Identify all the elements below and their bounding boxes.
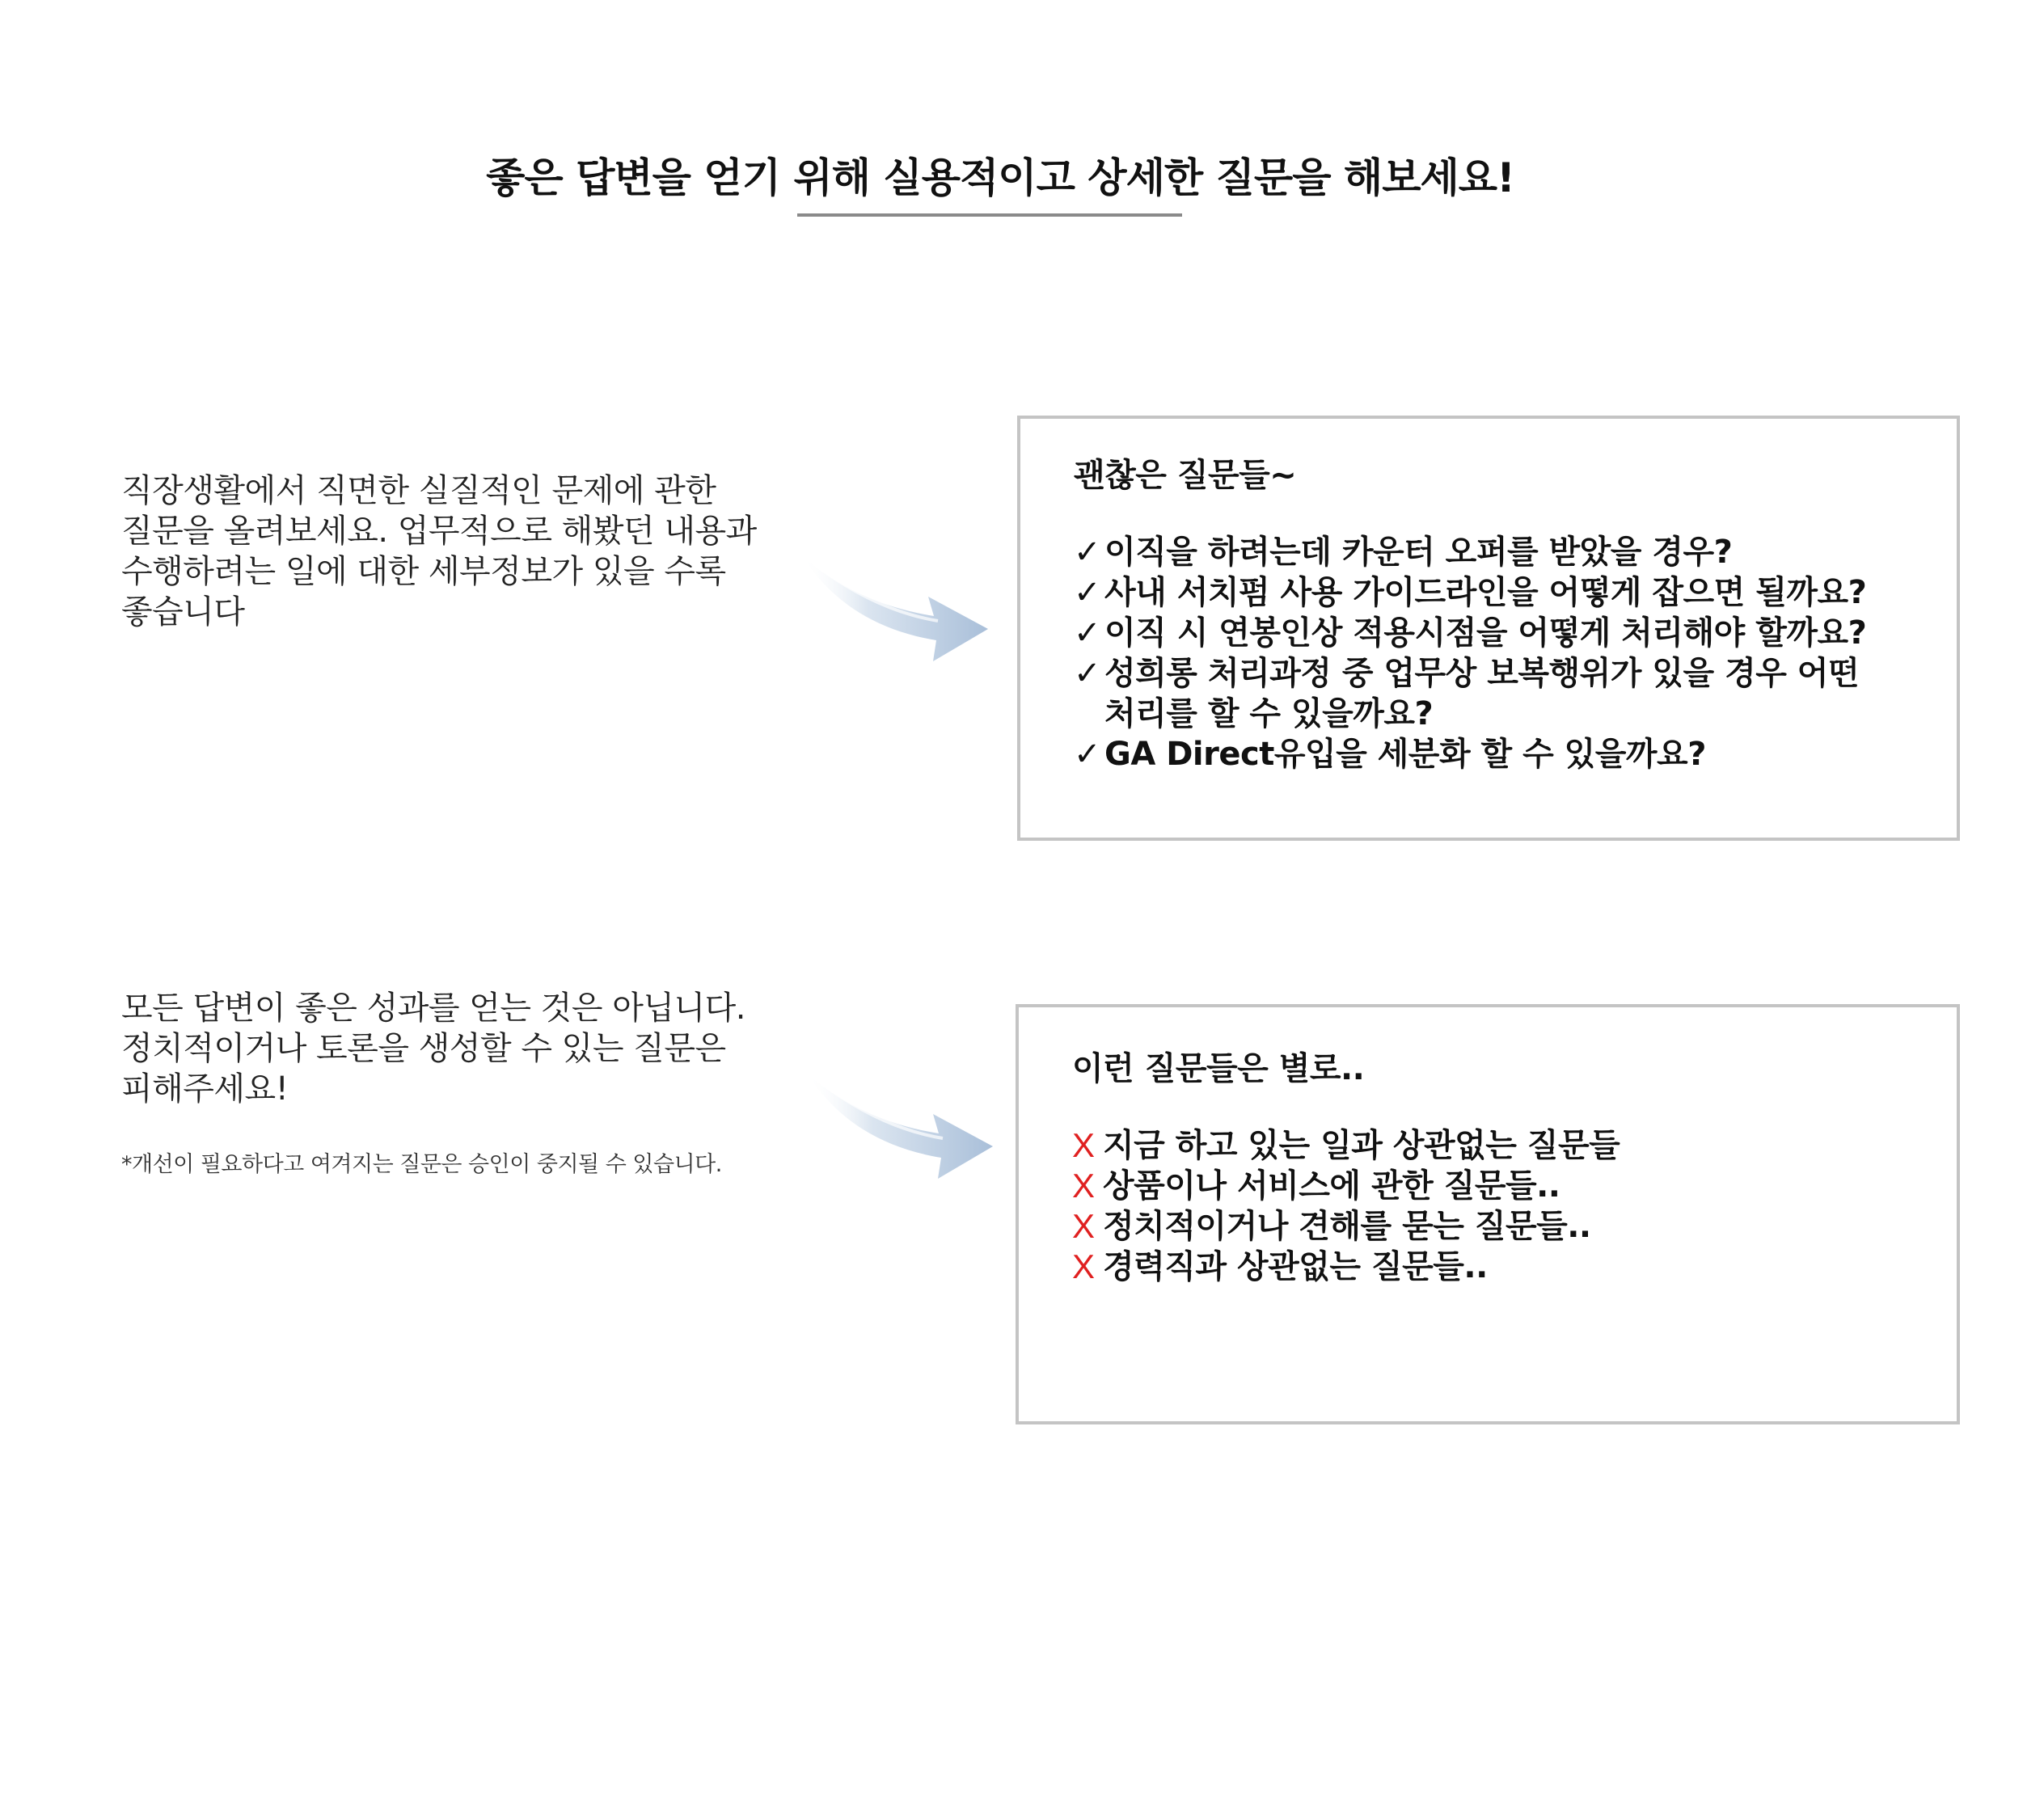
description-line: 질문을 올려보세요. 업무적으로 해봤던 내용과 — [121, 513, 757, 550]
list-item-text: 정치적이거나 견해를 묻는 질문들.. — [1103, 1208, 1591, 1245]
check-icon: ✓ — [1074, 534, 1101, 571]
list-item-text: 이직을 하려는데 카운터 오퍼를 받았을 경우? — [1104, 534, 1733, 571]
check-icon: ✓ — [1074, 736, 1101, 773]
list-item — [1074, 734, 1931, 774]
x-mark-icon: X — [1072, 1167, 1095, 1205]
check-icon: ✓ — [1074, 574, 1101, 611]
list-item — [1074, 613, 1931, 653]
bad-questions-description — [121, 988, 817, 1109]
curved-arrow-right-icon — [800, 550, 995, 671]
x-mark-icon: X — [1072, 1247, 1095, 1285]
description-line: 피해주세요! — [121, 1070, 289, 1108]
list-item-text — [1104, 653, 1931, 734]
good-questions-list — [1074, 532, 1931, 774]
list-item — [1072, 1125, 1929, 1166]
check-icon: ✓ — [1074, 655, 1101, 692]
list-item-text: 경력직과 상관없는 질문들.. — [1103, 1248, 1488, 1285]
bad-questions-list — [1072, 1125, 1929, 1287]
approval-footnote: *개선이 필요하다고 여겨지는 질문은 승인이 중지될 수 있습니다. — [121, 1152, 722, 1177]
good-questions-title: 괜찮은 질문들~ — [1074, 457, 1297, 494]
x-mark-icon: X — [1072, 1207, 1095, 1245]
bad-questions-box — [1016, 1004, 1960, 1424]
list-item — [1074, 572, 1931, 613]
description-line: 좋습니다 — [121, 593, 245, 631]
list-item-line: 처리를 할 수 있을까요? — [1104, 695, 1434, 732]
curved-arrow-right-icon — [805, 1067, 999, 1188]
description-line: 모든 답변이 좋은 성과를 얻는 것은 아닙니다. — [121, 990, 746, 1027]
list-item — [1072, 1247, 1929, 1287]
description-line: 정치적이거나 토론을 생성할 수 있는 질문은 — [121, 1030, 726, 1067]
list-item — [1072, 1166, 1929, 1206]
check-icon: ✓ — [1074, 614, 1101, 652]
description-line: 수행하려는 일에 대한 세부정보가 있을 수록 — [121, 553, 726, 590]
list-item-line: 성희롱 처리과정 중 업무상 보복행위가 있을 경우 어떤 — [1104, 655, 1860, 692]
good-questions-box — [1017, 416, 1960, 841]
page-title: 좋은 답변을 얻기 위해 실용적이고 상세한 질문을 해보세요! — [486, 154, 1514, 201]
bad-questions-title: 이런 질문들은 별로.. — [1072, 1050, 1365, 1087]
list-item — [1072, 1206, 1929, 1247]
description-line: 직장생활에서 직면한 실질적인 문제에 관한 — [121, 472, 716, 509]
list-item — [1074, 532, 1931, 572]
list-item — [1074, 653, 1931, 734]
list-item-text: 사내 서치펌 사용 가이드라인을 어떻게 잡으면 될까요? — [1104, 574, 1867, 611]
list-item-text: GA Direct유입을 세분화 할 수 있을까요? — [1104, 736, 1706, 773]
list-item-text: 지금 하고 있는 일과 상관없는 질문들 — [1103, 1127, 1620, 1164]
title-underline — [797, 213, 1182, 217]
x-mark-icon: X — [1072, 1126, 1095, 1164]
list-item-text: 상품이나 서비스에 관한 질문들.. — [1103, 1167, 1560, 1205]
list-item-text: 이직 시 연봉인상 적용시점을 어떻게 처리해야 할까요? — [1104, 614, 1867, 652]
good-questions-description — [121, 471, 817, 632]
